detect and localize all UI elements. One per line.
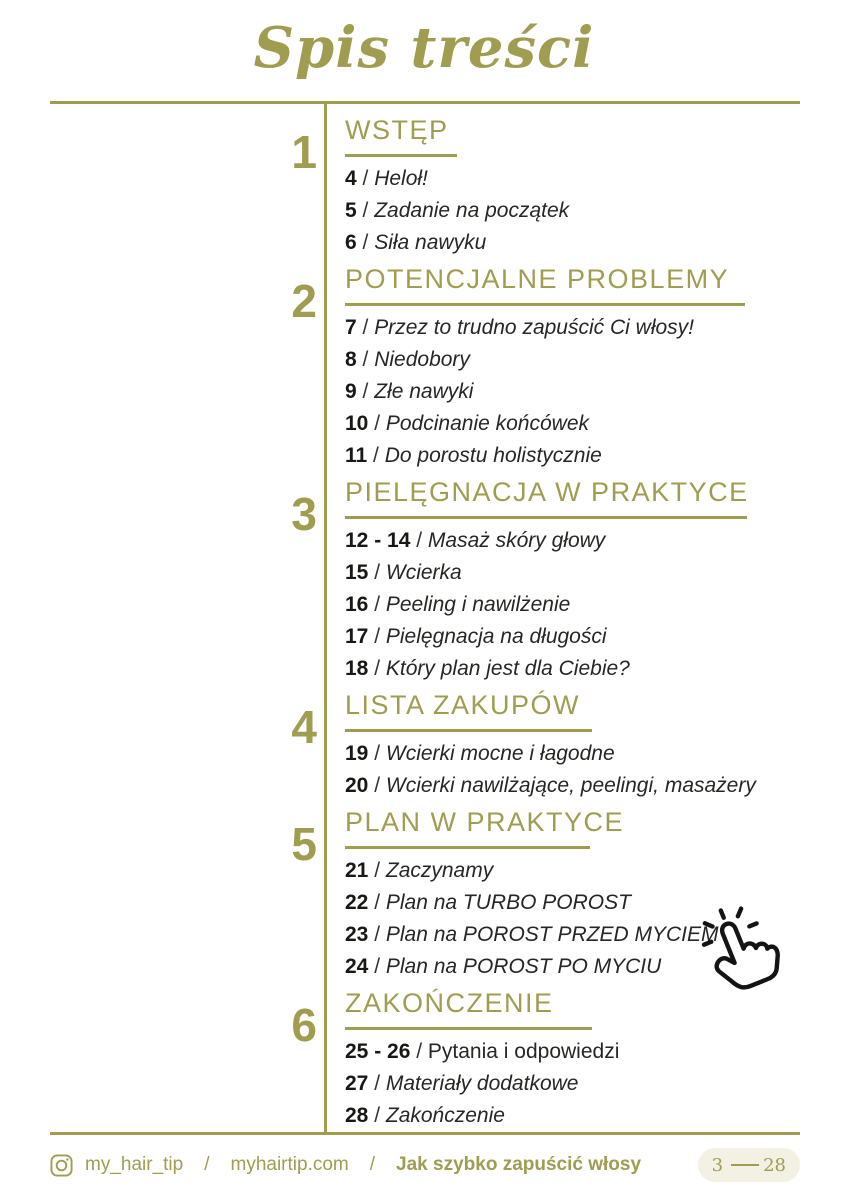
- footer-separator: /: [204, 1154, 210, 1175]
- toc-item-pages: 25 - 26: [345, 1040, 411, 1063]
- toc-item-pages: 24: [345, 955, 369, 978]
- page-range-dash: [731, 1164, 759, 1166]
- heading-underline: [345, 846, 590, 849]
- toc-item-pages: 28: [345, 1104, 369, 1127]
- heading-underline: [345, 303, 745, 306]
- toc-item-separator: /: [368, 625, 386, 648]
- book-title: Jak szybko zapuścić włosy: [396, 1154, 642, 1175]
- footer: [50, 1146, 800, 1184]
- toc-item-title: Plan na POROST PRZED MYCIEM: [385, 923, 719, 946]
- toc-item-pages: 6: [345, 231, 357, 254]
- toc-item-separator: /: [356, 167, 375, 190]
- toc-item-pages: 10: [345, 412, 369, 435]
- toc-item-pages: 17: [345, 625, 369, 648]
- toc-item-separator: /: [368, 742, 386, 765]
- toc-item-pages: 5: [345, 199, 357, 222]
- website-link[interactable]: myhairtip.com: [230, 1154, 349, 1175]
- section-heading[interactable]: ZAKOŃCZENIE: [345, 988, 554, 1018]
- toc-item-separator: /: [367, 444, 385, 467]
- toc-section-3: [291, 477, 805, 685]
- instagram-icon[interactable]: [50, 1154, 73, 1177]
- toc-item-separator: /: [368, 955, 386, 978]
- toc-item-separator: /: [356, 231, 375, 254]
- toc-item-title: Wcierka: [385, 561, 462, 584]
- toc-item-title: Pielęgnacja na długości: [385, 625, 607, 648]
- toc-item-title: Materiały dodatkowe: [385, 1072, 579, 1095]
- toc-item[interactable]: [345, 621, 805, 653]
- toc-item[interactable]: [345, 440, 805, 472]
- section-number: 6: [291, 999, 317, 1051]
- toc-item[interactable]: [345, 408, 805, 440]
- toc-item-title: Plan na POROST PO MYCIU: [385, 955, 662, 978]
- toc-item[interactable]: [345, 738, 805, 770]
- toc-item-title: Zadanie na początek: [374, 199, 570, 222]
- toc-section-2: [291, 264, 805, 472]
- toc-section-4: [291, 690, 805, 802]
- section-items: [345, 525, 805, 685]
- toc-item[interactable]: [345, 344, 805, 376]
- click-hand-icon: [694, 906, 794, 994]
- toc-item[interactable]: [345, 1036, 805, 1068]
- toc-item-separator: /: [410, 1040, 428, 1063]
- toc-item-separator: /: [356, 380, 375, 403]
- toc-item-pages: 15: [345, 561, 369, 584]
- toc-item-separator: /: [368, 657, 386, 680]
- toc-item-title: Zaczynamy: [385, 859, 494, 882]
- section-number: 4: [291, 701, 317, 753]
- toc-item-separator: /: [356, 348, 375, 371]
- toc-item-pages: 18: [345, 657, 369, 680]
- heading-underline: [345, 154, 457, 157]
- toc-section-1: [291, 115, 805, 259]
- toc-item[interactable]: [345, 195, 805, 227]
- toc-item-pages: 23: [345, 923, 369, 946]
- toc-item-title: Do porostu holistycznie: [384, 444, 602, 467]
- toc-item[interactable]: [345, 227, 805, 259]
- section-number: 5: [291, 818, 317, 870]
- toc-item-separator: /: [368, 774, 386, 797]
- section-items: [345, 163, 805, 259]
- toc-item[interactable]: [345, 653, 805, 685]
- toc-item-title: Pytania i odpowiedzi: [427, 1040, 620, 1063]
- toc-item[interactable]: [345, 376, 805, 408]
- instagram-handle[interactable]: my_hair_tip: [85, 1154, 184, 1175]
- toc-item-separator: /: [410, 529, 428, 552]
- section-heading[interactable]: WSTĘP: [345, 115, 449, 145]
- toc-item-title: Masaż skóry głowy: [427, 529, 606, 552]
- toc-item[interactable]: [345, 557, 805, 589]
- toc-item[interactable]: [345, 855, 805, 887]
- toc-item[interactable]: [345, 163, 805, 195]
- page-current: 3: [711, 1154, 724, 1176]
- toc-item-separator: /: [368, 1072, 386, 1095]
- toc-item-separator: /: [368, 891, 386, 914]
- toc-item-title: Wcierki mocne i łagodne: [385, 742, 615, 765]
- section-heading[interactable]: PIELĘGNACJA W PRAKTYCE: [345, 477, 749, 507]
- section-number: 3: [291, 488, 317, 540]
- page-total: 28: [763, 1154, 786, 1176]
- toc-item-pages: 20: [345, 774, 369, 797]
- toc-item-pages: 9: [345, 380, 357, 403]
- page-indicator: [698, 1148, 800, 1182]
- toc-item-separator: /: [368, 923, 386, 946]
- toc-item-pages: 11: [345, 444, 368, 467]
- toc-item[interactable]: [345, 1100, 805, 1132]
- toc-item-separator: /: [368, 593, 386, 616]
- toc-item-pages: 19: [345, 742, 369, 765]
- toc-item-title: Przez to trudno zapuścić Ci włosy!: [374, 316, 694, 339]
- heading-underline: [345, 516, 747, 519]
- toc-item[interactable]: [345, 1068, 805, 1100]
- page-title: Spis treści: [253, 15, 595, 81]
- toc-item-separator: /: [356, 316, 375, 339]
- section-heading[interactable]: POTENCJALNE PROBLEMY: [345, 264, 730, 294]
- section-number: 1: [291, 126, 317, 178]
- toc-item-pages: 16: [345, 593, 369, 616]
- footer-separator: /: [369, 1154, 376, 1175]
- toc-item-separator: /: [368, 859, 386, 882]
- section-number: 2: [291, 275, 317, 327]
- toc-item-title: Niedobory: [374, 348, 470, 371]
- toc-item-title: Który plan jest dla Ciebie?: [385, 657, 630, 680]
- section-heading[interactable]: LISTA ZAKUPÓW: [345, 690, 581, 720]
- toc-section-6: [291, 988, 805, 1132]
- toc-item-title: Heloł!: [374, 167, 428, 190]
- section-items: [345, 1036, 805, 1132]
- toc-item[interactable]: [345, 589, 805, 621]
- toc-item-pages: 12 - 14: [345, 529, 411, 552]
- bottom-divider: [50, 1132, 800, 1135]
- toc-item-title: Siła nawyku: [374, 231, 487, 254]
- toc-item[interactable]: [345, 770, 805, 802]
- toc-item-pages: 8: [345, 348, 357, 371]
- section-items: [345, 312, 805, 472]
- vertical-divider: [324, 101, 327, 1135]
- toc-item-title: Zakończenie: [385, 1104, 505, 1127]
- toc-item-separator: /: [356, 199, 375, 222]
- toc-item-title: Podcinanie końcówek: [385, 412, 590, 435]
- toc-item-separator: /: [368, 561, 386, 584]
- toc-item-pages: 4: [345, 167, 357, 190]
- section-heading[interactable]: PLAN W PRAKTYCE: [345, 807, 625, 837]
- heading-underline: [345, 729, 592, 732]
- heading-underline: [345, 1027, 592, 1030]
- toc-item-pages: 21: [345, 859, 369, 882]
- toc-item-separator: /: [368, 412, 386, 435]
- toc-item-title: Wcierki nawilżające, peelingi, masażery: [385, 774, 756, 797]
- toc-item[interactable]: [345, 525, 805, 557]
- toc-item-title: Złe nawyki: [374, 380, 474, 403]
- toc-item-pages: 22: [345, 891, 369, 914]
- toc-item-title: Plan na TURBO POROST: [385, 891, 631, 914]
- section-items: [345, 738, 805, 802]
- toc-item-separator: /: [368, 1104, 386, 1127]
- toc-item-title: Peeling i nawilżenie: [385, 593, 571, 616]
- toc-item[interactable]: [345, 312, 805, 344]
- toc-item-pages: 27: [345, 1072, 369, 1095]
- toc-item-pages: 7: [345, 316, 357, 339]
